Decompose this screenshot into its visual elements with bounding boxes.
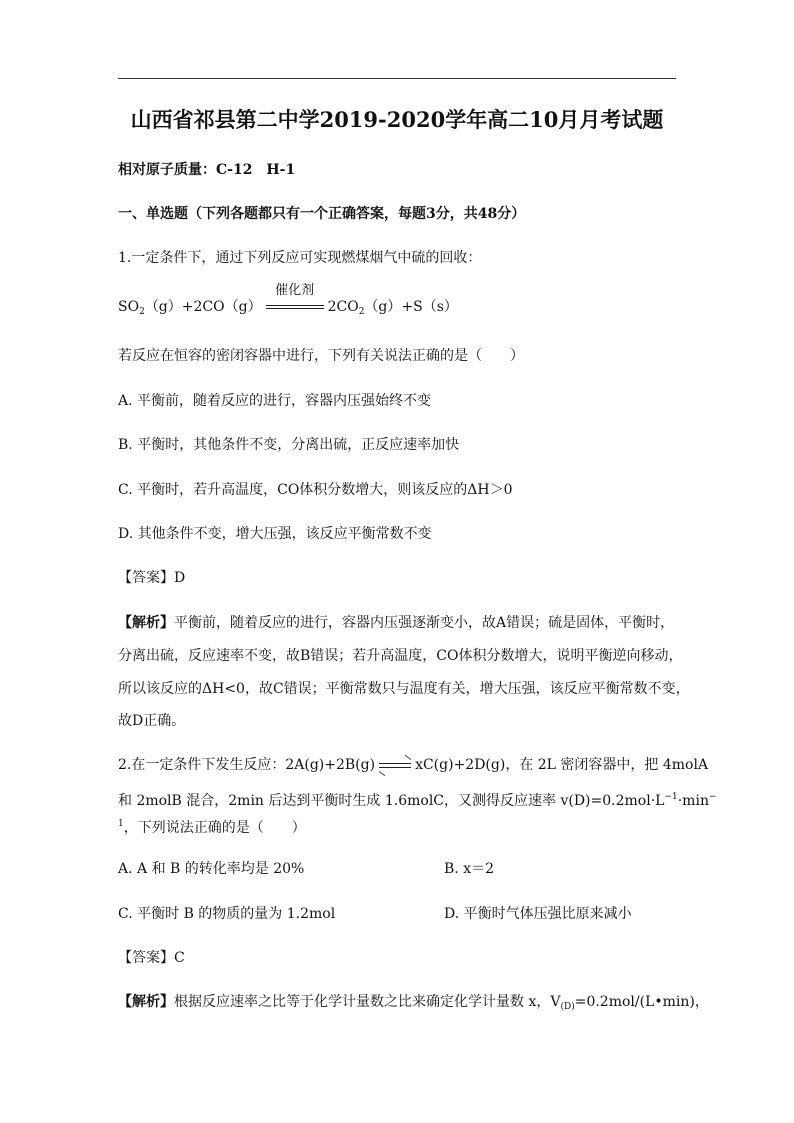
- q2-option-c: C. 平衡时 B 的物质的量为 1.2mol: [118, 906, 336, 922]
- q2-line-2: 和 2molB 混合，2min 后达到平衡时生成 1.6molC，又测得反应速率 $v(D)=0.2mol\cdot L^{-1}\cdot\min^-$: [118, 792, 717, 809]
- q2-option-b: B. x＝2: [444, 861, 494, 877]
- q1-analysis-line-1: 【解析】平衡前，随着反应的进行，容器内压强逐渐变小，故A错误；硫是固体，平衡时，: [118, 615, 675, 631]
- header-rule: [118, 78, 676, 79]
- q2-option-a: A. A 和 B 的转化率均是 20%: [118, 861, 305, 877]
- q1-analysis-line-4: 故D正确。: [118, 713, 186, 729]
- page-title: 山西省祁县第二中学2019-2020学年高二10月月考试题: [130, 107, 664, 132]
- eq-reactant-rest: （g）+2CO（g）: [144, 299, 262, 315]
- q1-option-d: D. 其他条件不变，增大压强，该反应平衡常数不变: [118, 526, 432, 542]
- q1-equation: [118, 283, 458, 322]
- q2-option-d: D. 平衡时气体压强比原来减小: [444, 906, 632, 922]
- q2-answer: 【答案】C: [118, 950, 185, 966]
- section-heading: 一、单选题（下列各题都只有一个正确答案，每题3分，共48分）: [118, 206, 526, 222]
- catalyst-arrow: [264, 283, 326, 317]
- atomic-mass-note: 相对原子质量：C-12 H-1: [118, 162, 296, 178]
- q1-answer: 【答案】D: [118, 570, 186, 586]
- q1-option-c: C. 平衡时，若升高温度，CO体积分数增大，则该反应的ΔH＞0: [118, 482, 513, 498]
- q1-option-a: A. 平衡前，随着反应的进行，容器内压强始终不变: [118, 393, 432, 409]
- q1-analysis-line-3: 所以该反应的ΔH<0，故C错误；平衡常数只与温度有关，增大压强，该反应平衡常数不变，: [118, 681, 690, 697]
- q1-option-b: B. 平衡时，其他条件不变，分离出硫，正反应速率加快: [118, 437, 460, 453]
- q2-line-1: 2.在一定条件下发生反应：2A(g)+2B(g) xC(g)+2D(g)，在 2L 密闭容器中，把 4molA: [118, 755, 708, 775]
- eq-product-rest: （g）+S（s）: [364, 299, 458, 315]
- q2-analysis-line-1: 【解析】根据反应速率之比等于化学计量数之比来确定化学计量数 x，$V_{(D)}=0.2mol/(L•\min)$，: [118, 994, 709, 1012]
- eq-product-co2: $2CO_2$: [327, 299, 365, 317]
- q1-stem: 1.一定条件下，通过下列反应可实现燃煤烟气中硫的回收：: [118, 250, 482, 266]
- q2-line-3: $^1$，下列说法正确的是（ ）: [118, 819, 306, 836]
- catalyst-label: 催化剂: [275, 283, 315, 298]
- q1-question: 若反应在恒容的密闭容器中进行，下列有关说法正确的是（ ）: [118, 348, 524, 364]
- eq-reactant-so2: $SO_2$: [118, 299, 145, 317]
- reversible-arrow-icon: [377, 755, 413, 775]
- q1-analysis-line-2: 分离出硫，反应速率不变，故B错误；若升高温度，CO体积分数增大，说明平衡逆向移动，: [118, 648, 683, 664]
